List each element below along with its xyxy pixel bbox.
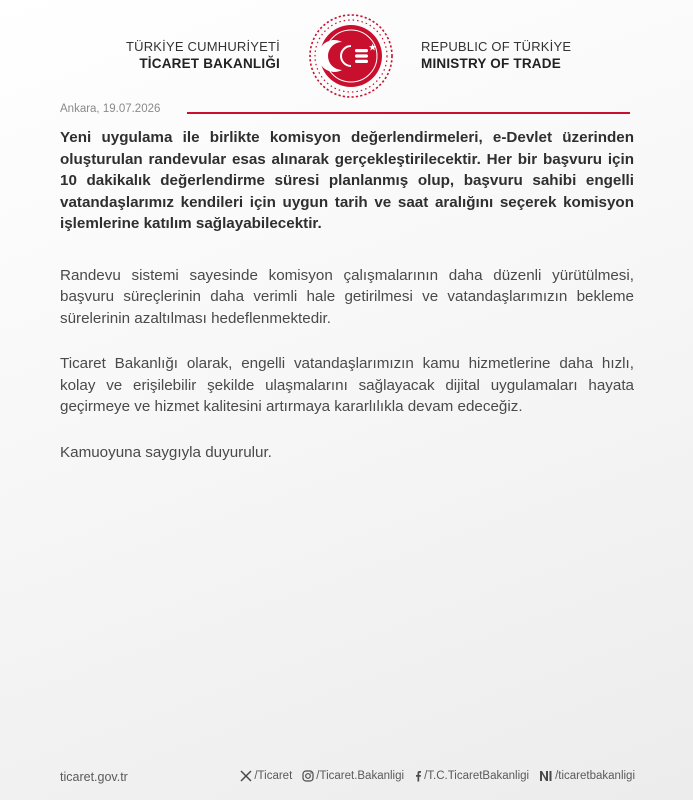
- social-nsosyal[interactable]: [539, 770, 635, 782]
- social-facebook[interactable]: [414, 770, 529, 782]
- header-en-ministry: MINISTRY OF TRADE: [421, 56, 561, 71]
- instagram-handle: /Ticaret.Bakanligi: [316, 770, 405, 782]
- header-turkish: [126, 38, 280, 72]
- facebook-icon: [414, 770, 422, 782]
- facebook-handle: /T.C.TicaretBakanligi: [424, 770, 530, 782]
- social-instagram[interactable]: [302, 770, 404, 782]
- social-links: [240, 770, 635, 782]
- red-divider: [187, 112, 630, 114]
- ministry-emblem-icon: [307, 12, 395, 100]
- header-tr-country: TÜRKİYE CUMHURİYETİ: [125, 39, 280, 54]
- press-release-body: [60, 127, 634, 487]
- x-handle: /Ticaret: [254, 770, 293, 782]
- date-row: [60, 103, 634, 115]
- footer: [60, 768, 635, 788]
- paragraph-3: Ticaret Bakanlığı olarak, engelli vatandaşlarımızın kamu hizmetlerine daha hızlı, kolay ve erişilebilir şekilde ulaşmalarını sağlayacak dijital uygulamaları hayata geçirmeye ve hizmet kalitesini artırmaya kararlılıkla devam edeceğiz.: [60, 355, 634, 415]
- website-link[interactable]: ticaret.gov.tr: [60, 770, 128, 784]
- header-english: [421, 38, 571, 72]
- nsosyal-icon: [539, 770, 553, 782]
- paragraph-closing: Kamuoyuna saygıyla duyurulur.: [60, 443, 272, 461]
- header-tr-ministry: TİCARET BAKANLIĞI: [139, 56, 280, 71]
- nsosyal-handle: /ticaretbakanligi: [555, 770, 635, 782]
- paragraph-lead: Yeni uygulama ile birlikte komisyon değerlendirmeleri, e-Devlet üzerinden oluşturulan randevular esas alınarak gerçekleştirilecektir. Her bir başvuru için 10 dakikalık değerlendirme süresi planlanmış olup, başvuru sahibi engelli vatandaşlarımız kendileri için uygun tarih ve saat aralığını seçerek komisyon işlemlerine katılım sağlayabilecektir.: [60, 129, 634, 232]
- social-x[interactable]: [240, 770, 292, 782]
- paragraph-2: Randevu sistemi sayesinde komisyon çalışmalarının daha düzenli yürütülmesi, başvuru süreçlerinin daha verimli hale getirilmesi ve vatandaşlarımızın bekleme sürelerinin azaltılması hedeflenmektedir.: [60, 266, 634, 327]
- header-en-country: REPUBLIC OF TÜRKİYE: [421, 39, 572, 54]
- instagram-icon: [302, 770, 314, 782]
- date-label: Ankara, 19.07.2026: [60, 103, 161, 115]
- letterhead: [0, 8, 693, 98]
- x-icon: [240, 770, 252, 782]
